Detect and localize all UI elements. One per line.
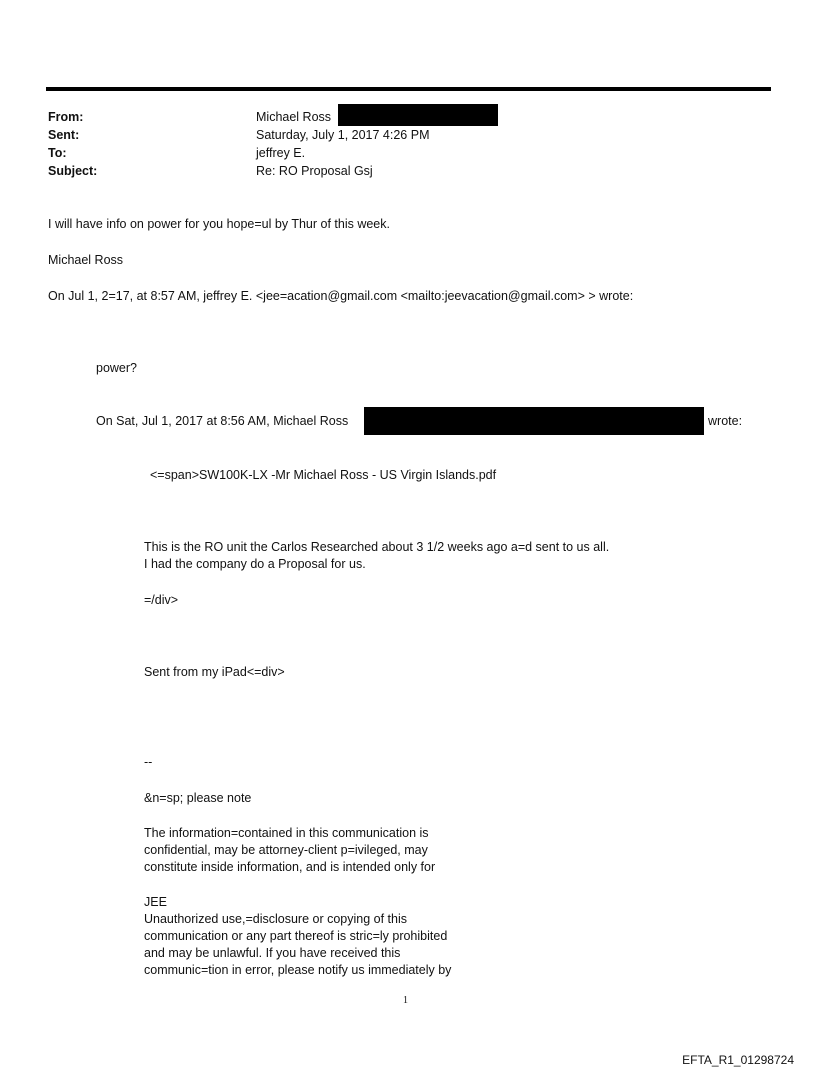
redaction-box <box>338 104 498 126</box>
unauth-line: communic=tion in error, please notify us immediately by <box>144 963 452 977</box>
attachment-name: <=span>SW100K-LX -Mr Michael Ross - US Virgin Islands.pdf <box>150 468 497 482</box>
para-line: I had the company do a Proposal for us. <box>144 557 366 571</box>
unauth-line: Unauthorized use,=disclosure or copying of this <box>144 912 407 926</box>
from-label: From: <box>48 110 84 124</box>
please-note: &n=sp; please note <box>144 791 252 805</box>
conf-line: constitute inside information, and is intended only for <box>144 860 436 874</box>
page-number: 1 <box>403 995 408 1006</box>
subject-value: Re: RO Proposal Gsj <box>256 164 373 178</box>
header-rule <box>46 87 771 91</box>
conf-line: confidential, may be attorney-client p=ivileged, may <box>144 843 428 857</box>
unauth-line: communication or any part thereof is stric=ly prohibited <box>144 929 448 943</box>
body-line: I will have info on power for you hope=ul by Thur of this week. <box>48 217 390 231</box>
quote2-intro: On Sat, Jul 1, 2017 at 8:56 AM, Michael Ross <box>96 414 349 428</box>
dashes: -- <box>144 755 153 769</box>
sent-label: Sent: <box>48 128 80 142</box>
quote2-wrote: wrote: <box>708 414 743 428</box>
unauth-line: and may be unlawful. If you have received this <box>144 946 401 960</box>
para-line: This is the RO unit the Carlos Researched about 3 1/2 weeks ago a=d sent to us all. <box>144 540 610 554</box>
to-label: To: <box>48 146 67 160</box>
sent-row <box>48 126 429 144</box>
bates-number: EFTA_R1_01298724 <box>682 1053 794 1067</box>
subject-label: Subject: <box>48 164 98 178</box>
to-row <box>48 144 429 162</box>
to-value: jeffrey E. <box>256 146 306 160</box>
jee: JEE <box>144 895 167 909</box>
quote-intro: On Jul 1, 2=17, at 8:57 AM, jeffrey E. <jee=acation@gmail.com <mailto:jeevacation@gmail.com> > wrote: <box>48 289 634 303</box>
redaction-box <box>364 407 704 435</box>
from-value <box>256 108 331 126</box>
email-header <box>48 108 429 180</box>
conf-line: The information=contained in this communication is <box>144 826 429 840</box>
div-close: =/div> <box>144 593 179 607</box>
reply-power: power? <box>96 361 137 375</box>
subject-row <box>48 162 429 180</box>
from-row <box>48 108 429 126</box>
from-name: Michael Ross <box>256 110 332 124</box>
signature: Michael Ross <box>48 253 124 267</box>
sent-value: Saturday, July 1, 2017 4:26 PM <box>256 128 430 142</box>
sent-from: Sent from my iPad<=div> <box>144 665 285 679</box>
